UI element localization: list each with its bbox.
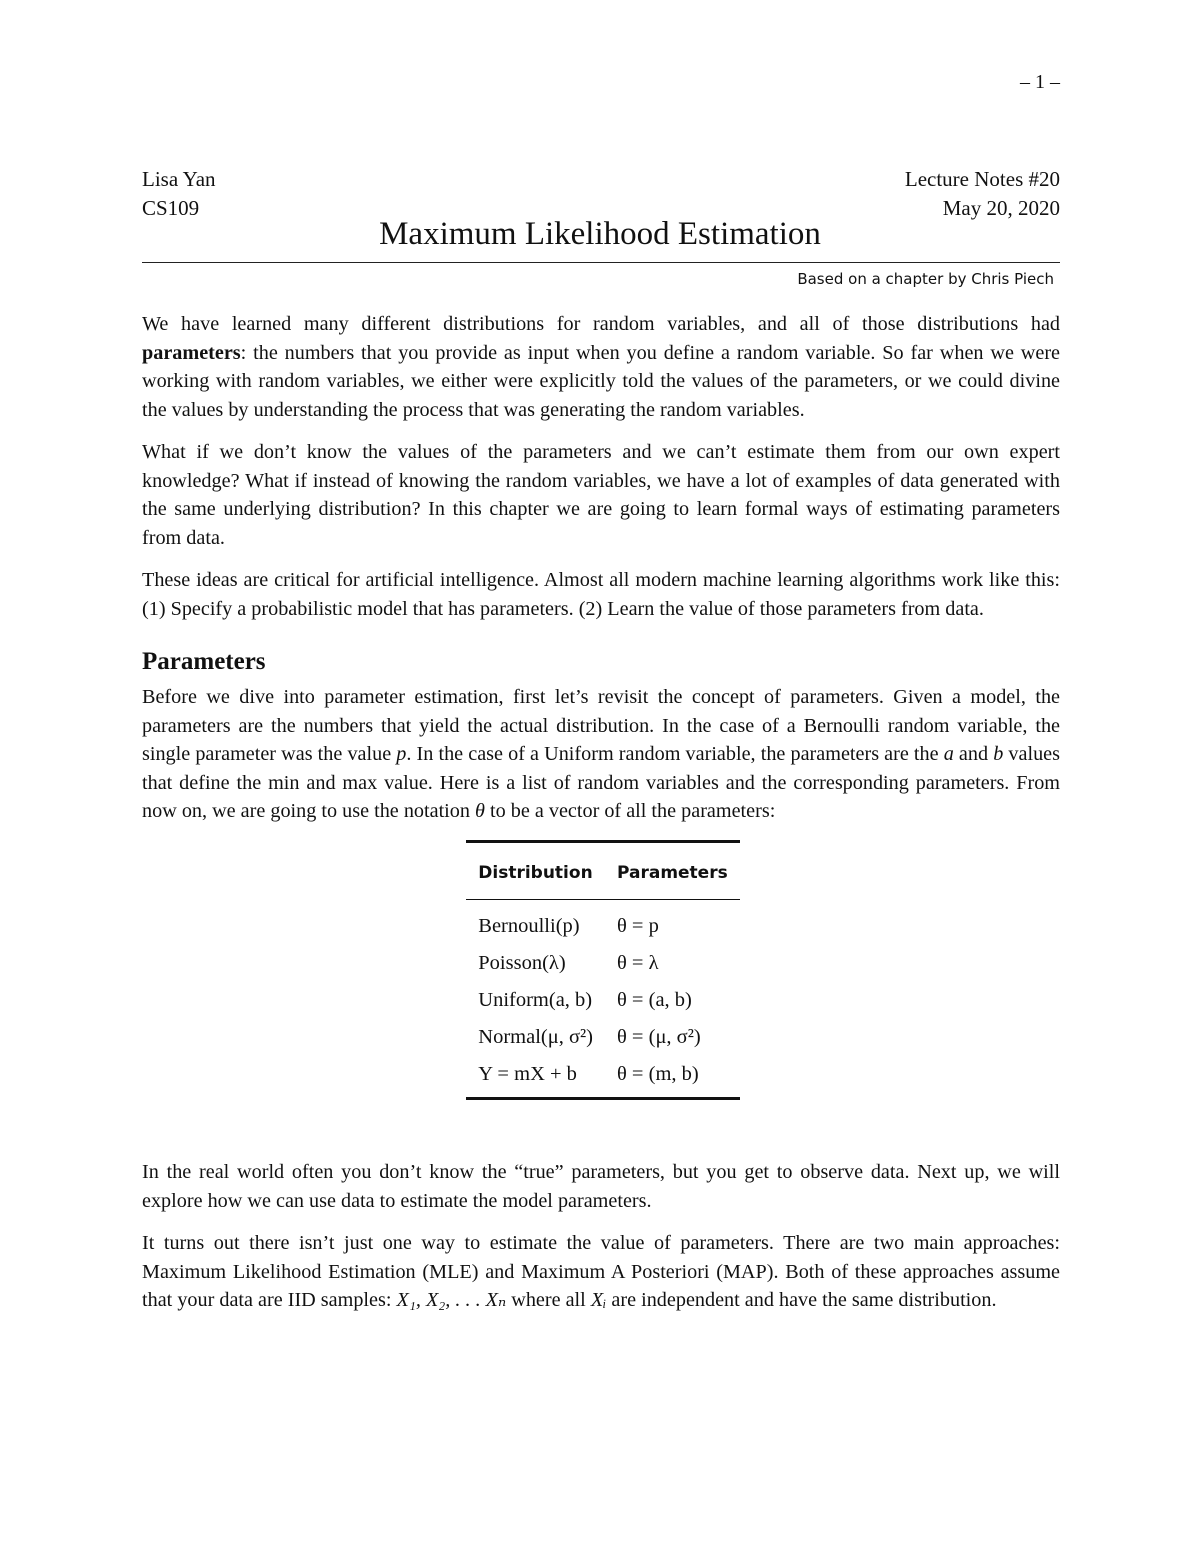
table-row [466, 983, 739, 1020]
document-header [142, 165, 1060, 223]
title-rule [142, 262, 1060, 263]
lecture-number: Lecture Notes #20 [904, 167, 1060, 191]
parameter-cell: θ = λ [616, 952, 659, 974]
parameters-table-wrapper [142, 840, 1060, 1101]
parameters-term: parameters [142, 341, 241, 364]
lecture-date: May 20, 2020 [942, 196, 1060, 220]
page-number: – 1 – [1020, 71, 1060, 93]
distribution-cell: Uniform(a, b) [478, 989, 593, 1011]
table-row [466, 946, 739, 983]
parameter-cell: θ = (a, b) [616, 989, 692, 1011]
distribution-cell: Y = mX + b [478, 1063, 577, 1085]
table-header-parameters: Parameters [616, 862, 728, 883]
byline: Based on a chapter by Chris Piech [797, 270, 1054, 288]
table-row [466, 1020, 739, 1057]
outro-paragraph-2: It turns out there isn’t just one way to estimate the value of parameters. There are two main approaches: Maximum Likelihood Estimation (MLE) and Maximum A Posteriori (MAP). Both of these approaches assume that your data are IID samples: X₁, X₂, . . . Xₙ where all Xᵢ are independent and have the same distribution. [142, 1232, 1060, 1311]
parameter-cell: θ = (m, b) [616, 1063, 699, 1085]
distribution-cell: Poisson(λ) [478, 952, 566, 974]
parameters-paragraph: Before we dive into parameter estimation, first let’s revisit the concept of parameters. Given a model, the parameters are the numbers that yield the actual distribution. In the case of a Bernoulli random variable, the single parameter was the value p. In the case of a Uniform random variable, the parameters are the a and b values that define the min and max value. Here is a list of random variables and the corresponding parameters. From now on, we are going to use the notation θ to be a vector of all the parameters: [142, 686, 1060, 822]
author-name: Lisa Yan [142, 167, 216, 191]
intro-paragraph-3: These ideas are critical for artificial intelligence. Almost all modern machine learning algorithms work like this: (1) Specify a probabilistic model that has parameters. (2) Learn the value of those parameters from data. [142, 569, 1060, 620]
distribution-cell: Bernoulli(p) [478, 915, 580, 937]
parameter-cell: θ = (μ, σ²) [616, 1026, 701, 1048]
intro-paragraph-1: We have learned many different distributions for random variables, and all of those distributions had parameters: the numbers that you provide as input when you define a random variable. So far when we were working with random variables, we either were explicitly told the values of the parameters, or we could divine the values by understanding the process that was generating the random variables. [142, 313, 1060, 421]
table-row [466, 900, 739, 947]
document-title: Maximum Likelihood Estimation [379, 216, 821, 252]
parameter-cell: θ = p [616, 915, 659, 937]
outro-paragraph-1: In the real world often you don’t know the “true” parameters, but you get to observe data. Next up, we will explore how we can use data to estimate the model parameters. [142, 1161, 1060, 1212]
distribution-cell: Normal(μ, σ²) [478, 1026, 593, 1048]
course-code: CS109 [142, 196, 200, 220]
table-header-row [466, 841, 739, 900]
table-header-distribution: Distribution [478, 862, 593, 883]
intro-paragraph-2: What if we don’t know the values of the parameters and we can’t estimate them from our own expert knowledge? What if instead of knowing the random variables, we have a lot of examples of data generated with the same underlying distribution? In this chapter we are going to learn formal ways of estimating parameters from data. [142, 441, 1060, 549]
parameters-table [466, 840, 739, 1101]
section-heading-parameters: Parameters [142, 648, 266, 675]
document-body [142, 310, 1060, 1329]
table-row [466, 1057, 739, 1099]
